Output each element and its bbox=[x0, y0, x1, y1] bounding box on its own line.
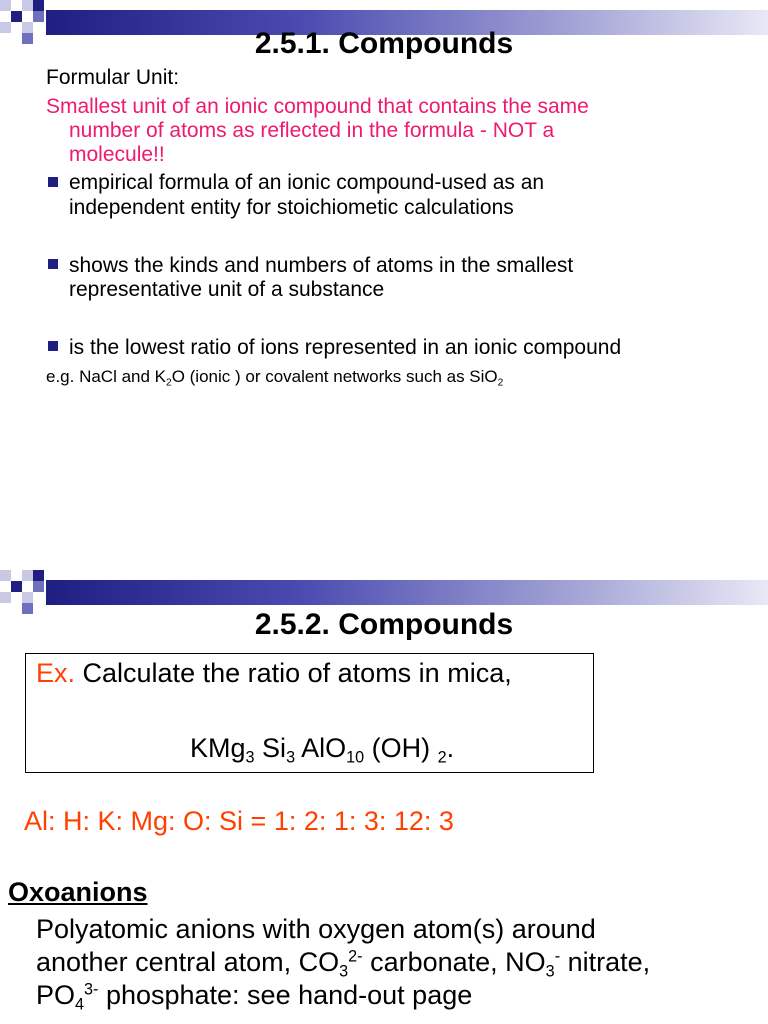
bullet-marker bbox=[48, 177, 58, 187]
definition-line: molecule!! bbox=[69, 143, 165, 166]
bullet-marker bbox=[48, 259, 58, 269]
example-box bbox=[25, 653, 594, 773]
slide-title: 2.5.1. Compounds bbox=[254, 27, 514, 60]
definition-line: Smallest unit of an ionic compound that contains the same bbox=[46, 95, 589, 118]
bullet-text: shows the kinds and numbers of atoms in the smallest bbox=[69, 254, 574, 277]
definition-line: number of atoms as reflected in the formula - NOT a bbox=[69, 119, 555, 142]
header-square bbox=[11, 581, 22, 592]
slide-title: 2.5.2. Compounds bbox=[254, 608, 514, 641]
header-square bbox=[33, 570, 44, 581]
ratio-answer: Al: H: K: Mg: O: Si = 1: 2: 1: 3: 12: 3 bbox=[24, 806, 454, 836]
mica-formula: KMg$_3$ $Si_3$ AlO$_{10}$ (OH) $_2$. bbox=[190, 733, 455, 767]
example-line: e.g. NaCl and $K_2O$ (ionic ) or covalent networks such as SiO$_2$ bbox=[46, 367, 504, 389]
bullet-text: empirical formula of an ionic compound-used as an bbox=[69, 171, 545, 194]
bullet-text: is the lowest ratio of ions represented in an ionic compound bbox=[69, 336, 622, 359]
header-square bbox=[33, 581, 44, 592]
header-square bbox=[22, 570, 33, 581]
oxoanions-heading: Oxoanions bbox=[8, 877, 148, 907]
header-gradient-bar bbox=[46, 580, 768, 605]
header-square bbox=[33, 0, 44, 11]
header-square bbox=[0, 0, 11, 11]
oxoanions-text: another central atom, $CO_3^{2-}$ carbonate, $NO_3^-$ nitrate, bbox=[36, 947, 651, 981]
header-square bbox=[33, 11, 44, 22]
header-square bbox=[0, 592, 11, 603]
header-square bbox=[22, 592, 33, 603]
oxoanions-text: $PO_4^{3-}$ phosphate: see hand-out page bbox=[36, 980, 473, 1014]
example-label: Ex. bbox=[36, 658, 76, 688]
bullet-text: independent entity for stoichiometic calculations bbox=[69, 196, 514, 219]
header-square bbox=[22, 0, 33, 11]
header-square bbox=[11, 11, 22, 22]
header-square bbox=[0, 570, 11, 581]
bullet-text: representative unit of a substance bbox=[69, 278, 385, 301]
oxoanions-text: Polyatomic anions with oxygen atom(s) around bbox=[36, 914, 596, 944]
formula-unit-label: Formular Unit: bbox=[46, 66, 180, 89]
slide-2 bbox=[0, 570, 768, 1024]
example-prompt: Ex. Calculate the ratio of atoms in mica, bbox=[36, 658, 512, 688]
bullet-marker bbox=[48, 341, 58, 351]
